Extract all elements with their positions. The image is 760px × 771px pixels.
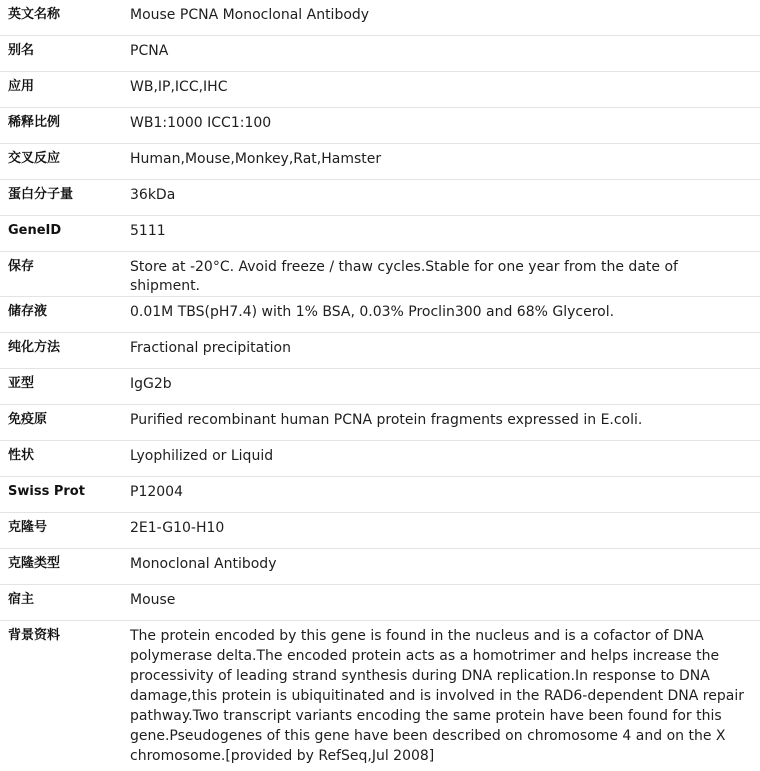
spec-label: 克隆类型 bbox=[0, 549, 122, 585]
spec-row-swiss-prot bbox=[0, 477, 760, 513]
spec-value-background: The protein encoded by this gene is found in the nucleus and is a cofactor of DNA polymerase delta.The encoded protein acts as a homotrimer and helps increase the processivity of leading strand synthesis during DNA replication.In response to DNA damage,this protein is ubiquitinated and is involved in the RAD6-dependent DNA repair pathway.Two transcript variants encoding the same protein have been found for this gene.Pseudogenes of this gene have been described on chromosome 4 and on the X chromosome.[provided by RefSeq,Jul 2008] bbox=[122, 621, 760, 771]
spec-row-host bbox=[0, 585, 760, 621]
spec-label: GeneID bbox=[0, 216, 122, 252]
spec-value: Human,Mouse,Monkey,Rat,Hamster bbox=[122, 144, 760, 180]
spec-label: Swiss Prot bbox=[0, 477, 122, 513]
spec-label: 免疫原 bbox=[0, 405, 122, 441]
spec-label: 纯化方法 bbox=[0, 333, 122, 369]
spec-row-clone-number bbox=[0, 513, 760, 549]
spec-label: 应用 bbox=[0, 72, 122, 108]
spec-label: 蛋白分子量 bbox=[0, 180, 122, 216]
spec-value: PCNA bbox=[122, 36, 760, 72]
spec-row-purification bbox=[0, 333, 760, 369]
spec-label: 克隆号 bbox=[0, 513, 122, 549]
spec-value: Lyophilized or Liquid bbox=[122, 441, 760, 477]
spec-label: 英文名称 bbox=[0, 0, 122, 36]
spec-label: 亚型 bbox=[0, 369, 122, 405]
spec-value: 36kDa bbox=[122, 180, 760, 216]
spec-row-gene-id bbox=[0, 216, 760, 252]
spec-label: 储存液 bbox=[0, 297, 122, 333]
spec-row-molecular-weight bbox=[0, 180, 760, 216]
spec-label: 交叉反应 bbox=[0, 144, 122, 180]
spec-label: 宿主 bbox=[0, 585, 122, 621]
spec-label: 性状 bbox=[0, 441, 122, 477]
spec-row-alias bbox=[0, 36, 760, 72]
spec-value: WB1:1000 ICC1:100 bbox=[122, 108, 760, 144]
spec-label: 背景资料 bbox=[0, 621, 122, 771]
spec-row-form bbox=[0, 441, 760, 477]
spec-value: IgG2b bbox=[122, 369, 760, 405]
spec-value: Purified recombinant human PCNA protein fragments expressed in E.coli. bbox=[122, 405, 760, 441]
spec-value: Monoclonal Antibody bbox=[122, 549, 760, 585]
spec-row-english-name bbox=[0, 0, 760, 36]
spec-value: 2E1-G10-H10 bbox=[122, 513, 760, 549]
spec-label: 保存 bbox=[0, 252, 122, 297]
spec-value: Mouse PCNA Monoclonal Antibody bbox=[122, 0, 760, 36]
spec-value: P12004 bbox=[122, 477, 760, 513]
spec-value: Fractional precipitation bbox=[122, 333, 760, 369]
spec-row-cross-reactivity bbox=[0, 144, 760, 180]
spec-value: 0.01M TBS(pH7.4) with 1% BSA, 0.03% Proclin300 and 68% Glycerol. bbox=[122, 297, 760, 333]
spec-row-dilution bbox=[0, 108, 760, 144]
spec-row-application bbox=[0, 72, 760, 108]
spec-row-storage bbox=[0, 252, 760, 297]
spec-value: Mouse bbox=[122, 585, 760, 621]
spec-value: WB,IP,ICC,IHC bbox=[122, 72, 760, 108]
spec-row-isotype bbox=[0, 369, 760, 405]
spec-row-buffer bbox=[0, 297, 760, 333]
spec-value: 5111 bbox=[122, 216, 760, 252]
spec-row-immunogen bbox=[0, 405, 760, 441]
spec-row-background bbox=[0, 621, 760, 771]
spec-row-clonality bbox=[0, 549, 760, 585]
spec-label: 稀释比例 bbox=[0, 108, 122, 144]
spec-value: Store at -20°C. Avoid freeze / thaw cycles.Stable for one year from the date of shipment. bbox=[122, 252, 760, 297]
spec-label: 别名 bbox=[0, 36, 122, 72]
